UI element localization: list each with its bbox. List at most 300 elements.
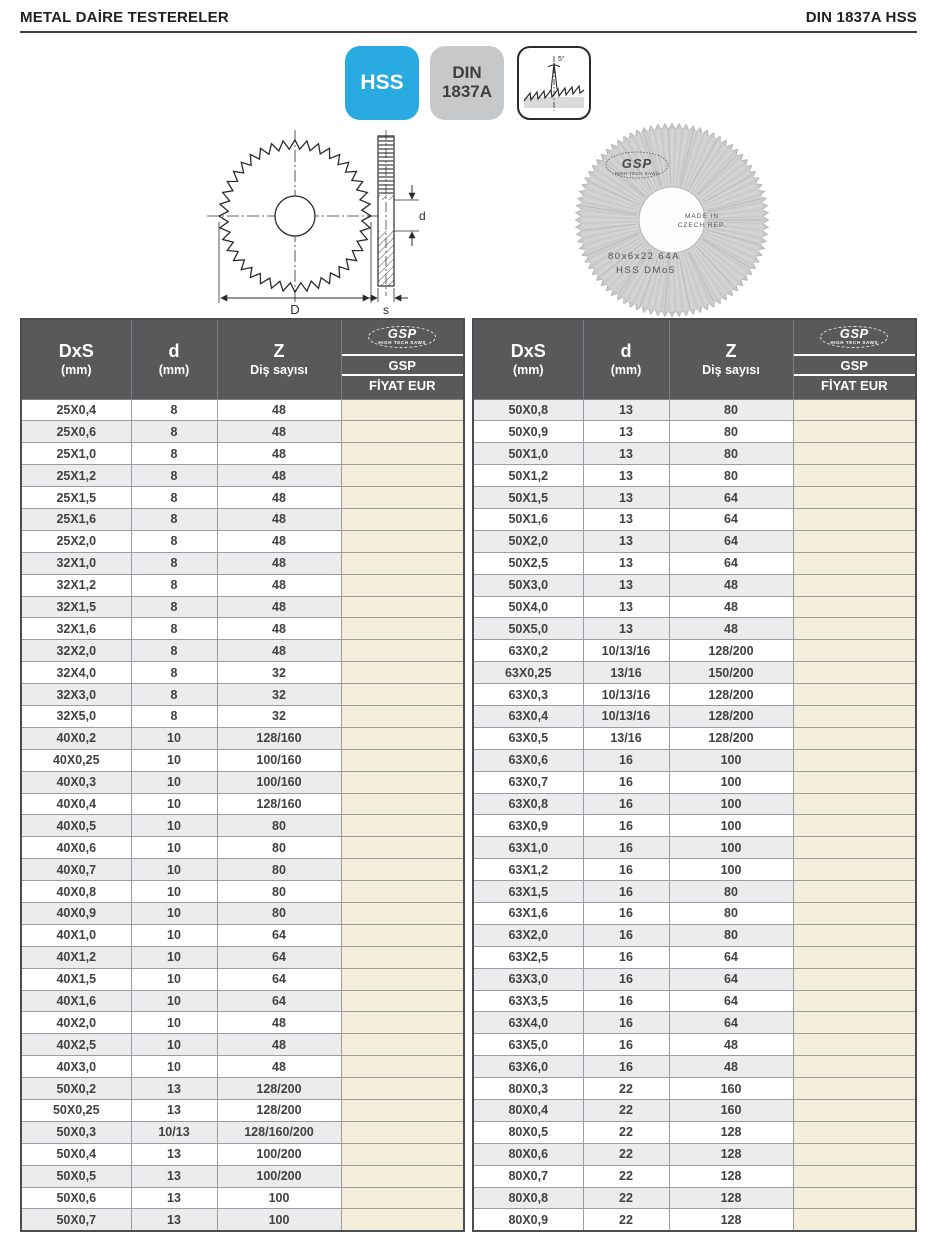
teeth-cell: 48 [217,465,341,487]
teeth-cell: 80 [669,902,793,924]
table-row [473,1056,916,1078]
dxs-cell: 50X0,8 [473,399,583,421]
bore-cell: 13 [583,574,669,596]
teeth-cell: 64 [669,1012,793,1034]
table-row [21,399,464,421]
dxs-cell: 50X0,5 [21,1165,131,1187]
price-cell [341,574,464,596]
price-cell [793,946,916,968]
dxs-cell: 50X0,9 [473,421,583,443]
price-cell [341,859,464,881]
bore-cell: 16 [583,749,669,771]
price-cell [793,487,916,509]
price-cell [341,443,464,465]
price-cell [793,1187,916,1209]
table-row [21,465,464,487]
bore-cell: 16 [583,815,669,837]
bore-cell: 8 [131,443,217,465]
bore-cell: 8 [131,399,217,421]
dxs-cell: 63X1,6 [473,902,583,924]
price-cell [793,1143,916,1165]
teeth-cell: 48 [217,421,341,443]
bore-cell: 13 [583,530,669,552]
price-cell [793,902,916,924]
teeth-cell: 128/200 [669,684,793,706]
bore-cell: 13 [131,1187,217,1209]
teeth-cell: 100 [669,749,793,771]
dxs-cell: 80X0,6 [473,1143,583,1165]
price-cell [793,1034,916,1056]
dxs-cell: 40X0,4 [21,793,131,815]
table-row [21,1012,464,1034]
teeth-cell: 48 [669,618,793,640]
price-cell [341,1078,464,1100]
price-cell [793,640,916,662]
bore-cell: 13 [583,421,669,443]
table-row [21,837,464,859]
table-row [21,859,464,881]
dxs-cell: 32X1,0 [21,552,131,574]
table-row [21,574,464,596]
table-row [21,881,464,903]
teeth-cell: 32 [217,705,341,727]
bore-cell: 10 [131,968,217,990]
table-row [21,596,464,618]
table-row [21,1143,464,1165]
table-row [21,968,464,990]
teeth-cell: 48 [217,1056,341,1078]
col-header-dxs: DxS (mm) [21,319,131,399]
bore-cell: 10 [131,924,217,946]
price-cell [793,793,916,815]
table-row [473,1034,916,1056]
price-cell [793,1121,916,1143]
hss-badge-label: HSS [360,71,404,94]
teeth-cell: 48 [669,1056,793,1078]
dxs-cell: 50X3,0 [473,574,583,596]
price-cell [341,552,464,574]
price-label: FİYAT EUR [821,378,888,393]
bore-cell: 16 [583,771,669,793]
price-cell [341,924,464,946]
dxs-cell: 80X0,4 [473,1100,583,1122]
dxs-cell: 63X5,0 [473,1034,583,1056]
dxs-cell: 50X2,0 [473,530,583,552]
table-row [473,1012,916,1034]
table-row [21,815,464,837]
price-cell [793,552,916,574]
price-cell [341,1056,464,1078]
dxs-cell: 40X1,5 [21,968,131,990]
teeth-cell: 100/160 [217,771,341,793]
bore-cell: 10 [131,881,217,903]
bore-cell: 10 [131,1034,217,1056]
bore-cell: 22 [583,1209,669,1231]
table-row [473,618,916,640]
bore-cell: 10 [131,859,217,881]
table-row [473,793,916,815]
brand-label: GSP [342,356,464,376]
table-row [473,1165,916,1187]
dxs-cell: 63X0,8 [473,793,583,815]
bore-cell: 8 [131,662,217,684]
teeth-cell: 48 [669,596,793,618]
teeth-cell: 100/160 [217,749,341,771]
bore-cell: 8 [131,574,217,596]
dxs-cell: 40X0,25 [21,749,131,771]
blade-logo-subtext: HIGH TECH SAWS [614,171,660,176]
teeth-cell: 48 [217,1034,341,1056]
dxs-cell: 40X0,5 [21,815,131,837]
col-header-price [341,319,464,399]
bore-cell: 8 [131,465,217,487]
table-row [473,1121,916,1143]
table-row [21,727,464,749]
bore-cell: 8 [131,596,217,618]
dxs-cell: 50X0,25 [21,1100,131,1122]
bore-cell: 8 [131,684,217,706]
price-cell [793,1056,916,1078]
bore-dim-label: d [419,209,426,223]
bore-cell: 8 [131,552,217,574]
dxs-cell: 32X3,0 [21,684,131,706]
bore-cell: 10 [131,1056,217,1078]
col-header-d: d (mm) [583,319,669,399]
hss-badge-icon [345,46,419,120]
teeth-cell: 48 [217,508,341,530]
table-row [21,421,464,443]
table-row [473,705,916,727]
dxs-cell: 25X0,6 [21,421,131,443]
table-row [473,1209,916,1231]
price-cell [793,837,916,859]
teeth-cell: 80 [217,859,341,881]
teeth-cell: 100 [669,859,793,881]
bore-cell: 16 [583,968,669,990]
bore-cell: 10/13/16 [583,684,669,706]
teeth-cell: 80 [669,924,793,946]
dxs-cell: 63X0,4 [473,705,583,727]
table-row [21,705,464,727]
thickness-dim-label: s [383,303,389,317]
dxs-cell: 50X0,2 [21,1078,131,1100]
teeth-cell: 100 [669,837,793,859]
bore-cell: 10 [131,749,217,771]
dxs-cell: 25X2,0 [21,530,131,552]
bore-cell: 13 [131,1209,217,1231]
bore-cell: 22 [583,1165,669,1187]
teeth-cell: 64 [669,552,793,574]
teeth-cell: 32 [217,662,341,684]
dxs-cell: 63X2,0 [473,924,583,946]
bore-cell: 22 [583,1121,669,1143]
bore-cell: 16 [583,1012,669,1034]
teeth-cell: 100/200 [217,1165,341,1187]
teeth-cell: 80 [669,421,793,443]
brand-label: GSP [794,356,916,376]
table-row [21,443,464,465]
price-cell [793,618,916,640]
gsp-logo-icon: GSP HIGH TECH SAWS [794,320,916,356]
price-cell [341,596,464,618]
dxs-cell: 40X2,0 [21,1012,131,1034]
teeth-cell: 48 [217,487,341,509]
table-row [21,1187,464,1209]
teeth-cell: 48 [669,574,793,596]
gsp-logo-icon: GSP HIGH TECH SAWS [342,320,464,356]
table-row [21,1056,464,1078]
bore-cell: 10/13/16 [583,705,669,727]
bore-cell: 16 [583,793,669,815]
table-row [21,487,464,509]
dxs-cell: 25X1,2 [21,465,131,487]
header-row [21,319,464,399]
teeth-cell: 48 [217,1012,341,1034]
saw-line-drawing [185,128,445,320]
table-row [21,749,464,771]
teeth-cell: 48 [217,530,341,552]
price-cell [793,705,916,727]
table-row [21,924,464,946]
dxs-cell: 25X1,6 [21,508,131,530]
bore-cell: 16 [583,881,669,903]
price-cell [793,1100,916,1122]
bore-cell: 22 [583,1078,669,1100]
dxs-cell: 50X2,5 [473,552,583,574]
dxs-cell: 32X4,0 [21,662,131,684]
table-row [473,684,916,706]
price-cell [341,771,464,793]
price-cell [793,968,916,990]
bore-cell: 8 [131,705,217,727]
table-row [21,771,464,793]
bore-cell: 10 [131,946,217,968]
dxs-cell: 80X0,5 [473,1121,583,1143]
spec-table-right [472,318,917,1232]
table-row [21,1100,464,1122]
teeth-cell: 128/200 [217,1078,341,1100]
dxs-cell: 63X6,0 [473,1056,583,1078]
bore-cell: 10 [131,902,217,924]
table-row [473,508,916,530]
table-row [473,815,916,837]
made-in-line2: CZECH REP. [677,222,727,229]
dxs-cell: 63X0,2 [473,640,583,662]
dxs-cell: 63X1,5 [473,881,583,903]
table-row [21,902,464,924]
teeth-cell: 160 [669,1100,793,1122]
price-cell [793,749,916,771]
price-cell [793,596,916,618]
teeth-cell: 64 [217,968,341,990]
price-cell [341,662,464,684]
title-divider [20,31,917,33]
table-row [473,902,916,924]
price-cell [793,859,916,881]
price-cell [341,1012,464,1034]
dxs-cell: 25X1,5 [21,487,131,509]
blade-spec-line2: HSS DMo5 [616,265,676,276]
price-cell [341,837,464,859]
dxs-cell: 32X1,2 [21,574,131,596]
table-row [473,1143,916,1165]
dxs-cell: 63X0,25 [473,662,583,684]
teeth-cell: 80 [217,881,341,903]
teeth-cell: 128 [669,1209,793,1231]
price-cell [793,1078,916,1100]
teeth-cell: 100/200 [217,1143,341,1165]
bore-cell: 22 [583,1143,669,1165]
price-cell [341,793,464,815]
blade-logo-text: GSP [621,156,653,171]
dxs-cell: 63X1,2 [473,859,583,881]
teeth-cell: 64 [669,530,793,552]
dxs-cell: 80X0,8 [473,1187,583,1209]
bore-cell: 8 [131,487,217,509]
dxs-cell: 32X5,0 [21,705,131,727]
price-cell [793,465,916,487]
bore-cell: 13 [583,596,669,618]
dxs-cell: 80X0,9 [473,1209,583,1231]
table-row [473,968,916,990]
table-row [21,662,464,684]
table-row [473,574,916,596]
angle-value: 5° [558,56,565,63]
dxs-cell: 80X0,3 [473,1078,583,1100]
table-row [473,399,916,421]
dxs-cell: 63X0,9 [473,815,583,837]
bore-cell: 10 [131,793,217,815]
price-cell [341,946,464,968]
bore-cell: 22 [583,1187,669,1209]
header-row [473,319,916,399]
bore-cell: 8 [131,530,217,552]
bore-cell: 16 [583,946,669,968]
bore-cell: 13 [583,465,669,487]
table-row [21,1121,464,1143]
teeth-cell: 160 [669,1078,793,1100]
dxs-cell: 63X3,0 [473,968,583,990]
price-cell [341,968,464,990]
table-row [473,749,916,771]
table-row [473,552,916,574]
bore-cell: 10/13/16 [583,640,669,662]
dxs-cell: 40X1,2 [21,946,131,968]
price-cell [341,1034,464,1056]
din-standard-badge-icon [430,46,504,120]
bore-cell: 10 [131,815,217,837]
dxs-cell: 80X0,7 [473,1165,583,1187]
din-badge-line2: 1837A [441,82,493,101]
bore-cell: 13 [583,399,669,421]
table-row [21,1209,464,1231]
bore-cell: 13 [583,443,669,465]
teeth-cell: 48 [669,1034,793,1056]
teeth-cell: 80 [669,443,793,465]
bore-cell: 13 [583,487,669,509]
teeth-cell: 128/200 [669,705,793,727]
spec-table-left [20,318,465,1232]
teeth-cell: 150/200 [669,662,793,684]
bore-cell: 13 [131,1078,217,1100]
bore-cell: 8 [131,508,217,530]
dxs-cell: 50X1,2 [473,465,583,487]
table-row [473,924,916,946]
table-row [21,640,464,662]
price-cell [793,443,916,465]
price-cell [793,421,916,443]
teeth-cell: 48 [217,618,341,640]
teeth-cell: 128/200 [669,727,793,749]
price-cell [341,421,464,443]
price-cell [793,924,916,946]
table-row [473,1187,916,1209]
din-badge-line1: DIN [452,63,482,83]
table-row [473,837,916,859]
bore-cell: 10 [131,771,217,793]
teeth-cell: 80 [669,465,793,487]
table-row [21,508,464,530]
price-cell [341,815,464,837]
teeth-cell: 100 [669,771,793,793]
table-row [473,771,916,793]
teeth-cell: 48 [217,399,341,421]
dxs-cell: 40X0,6 [21,837,131,859]
dxs-cell: 25X1,0 [21,443,131,465]
teeth-cell: 128 [669,1165,793,1187]
bore-cell: 13 [583,508,669,530]
teeth-cell: 100 [669,815,793,837]
price-cell [793,508,916,530]
dxs-cell: 50X1,0 [473,443,583,465]
teeth-cell: 128/160 [217,793,341,815]
made-in-line1: MADE IN [684,213,720,220]
blade-spec-line1: 80x6x22 64A [608,251,680,262]
bore-cell: 16 [583,837,669,859]
bore-cell: 13 [583,618,669,640]
dxs-cell: 32X1,5 [21,596,131,618]
teeth-cell: 48 [217,552,341,574]
table-row [473,530,916,552]
price-cell [341,399,464,421]
teeth-cell: 64 [217,946,341,968]
table-row [473,421,916,443]
dxs-cell: 40X0,9 [21,902,131,924]
table-row [473,881,916,903]
col-header-dxs: DxS (mm) [473,319,583,399]
teeth-cell: 100 [669,793,793,815]
dxs-cell: 40X0,7 [21,859,131,881]
teeth-cell: 128 [669,1143,793,1165]
teeth-cell: 80 [669,399,793,421]
price-cell [341,465,464,487]
price-cell [341,640,464,662]
dxs-cell: 40X3,0 [21,1056,131,1078]
price-cell [341,1187,464,1209]
teeth-cell: 64 [669,946,793,968]
price-cell [341,881,464,903]
teeth-cell: 64 [669,990,793,1012]
price-cell [341,1143,464,1165]
dxs-cell: 40X0,2 [21,727,131,749]
standard-code: DIN 1837A HSS [805,9,917,26]
blade-texture [575,123,769,317]
dxs-cell: 63X0,7 [473,771,583,793]
teeth-cell: 100 [217,1187,341,1209]
col-header-price [793,319,916,399]
teeth-cell: 64 [669,508,793,530]
bore-cell: 13/16 [583,727,669,749]
